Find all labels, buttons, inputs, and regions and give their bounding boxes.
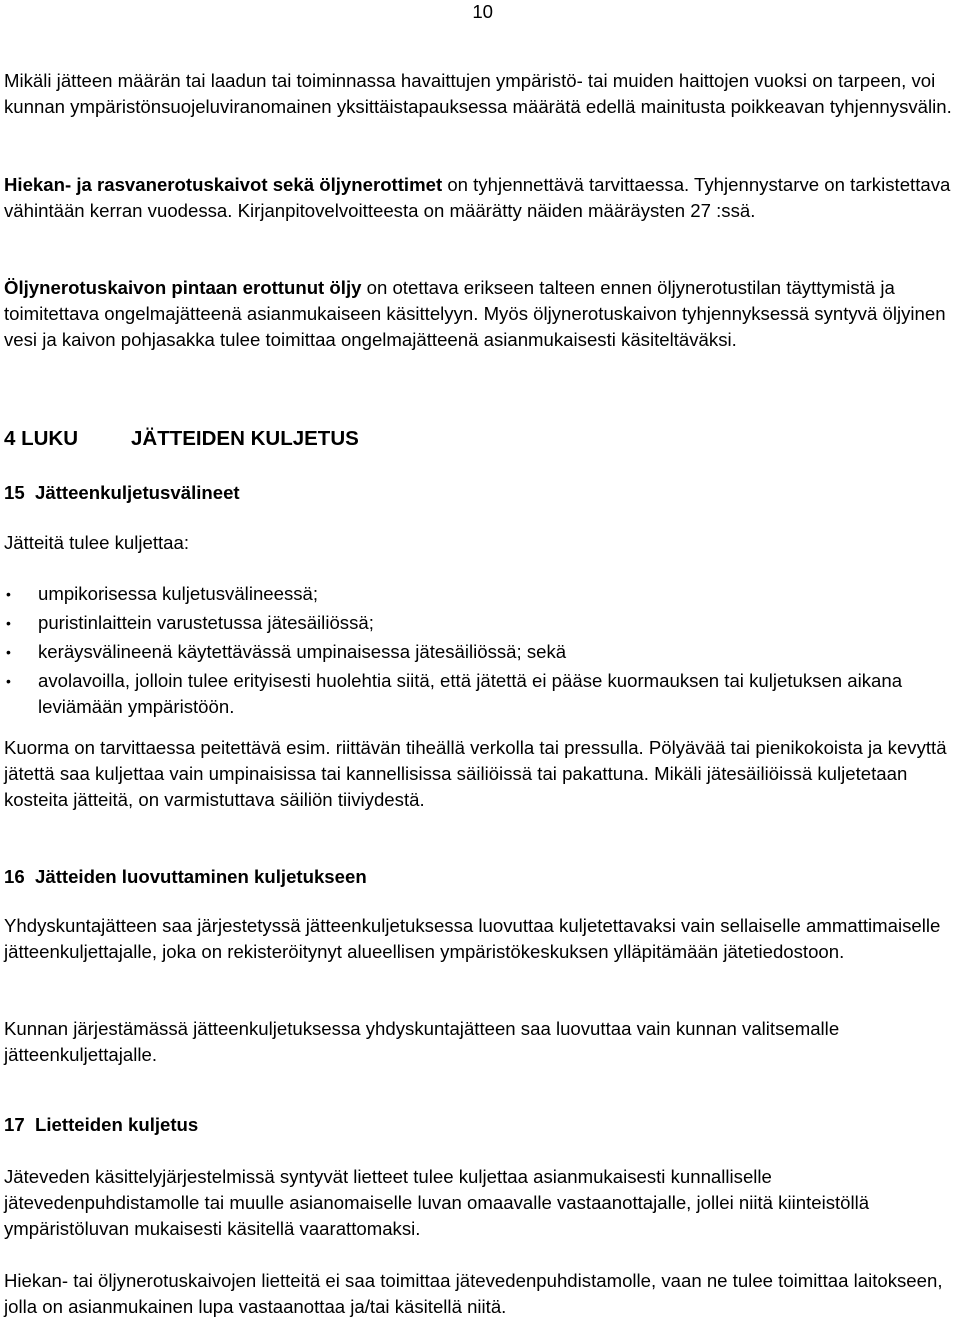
paragraph-separators xyxy=(4,172,954,224)
list-item-text: puristinlaittein varustetussa jätesäiliössä; xyxy=(38,612,374,633)
list-item-text: avolavoilla, jolloin tulee erityisesti huolehtia siitä, että jätettä ei pääse kuormauksen tai kuljetuksen aikana leviämään ympäristöön. xyxy=(38,670,903,717)
list-item xyxy=(4,610,954,636)
bullet-icon: • xyxy=(6,586,11,602)
transport-list xyxy=(4,581,954,723)
paragraph-load-cover-text: Kuorma on tarvittaessa peitettävä esim. riittävän tiheällä verkolla tai pressulla. Pölyävää tai pienikokoista ja kevyttä jätettä saa kuljettaa vain umpinaisissa tai kannellisissa säiliöissä tai pakattuna. Mikäli jätesäiliöissä kuljetetaan kosteita jätteitä, on varmistuttava säiliön tiiviydestä. xyxy=(4,737,947,810)
paragraph-municipal xyxy=(4,1016,954,1068)
paragraph-transport-intro xyxy=(4,530,954,556)
list-item-text: keräysvälineenä käytettävässä umpinaisessa jätesäiliössä; sekä xyxy=(38,641,567,662)
paragraph-oil-bold: Öljynerotuskaivon pintaan erottunut öljy xyxy=(4,277,362,298)
chapter-number: 4 LUKU xyxy=(4,427,79,450)
page-number: 10 xyxy=(472,1,493,22)
section-heading-16: 16 Jätteiden luovuttaminen kuljetukseen xyxy=(4,866,367,887)
list-item xyxy=(4,639,954,665)
paragraph-sludge xyxy=(4,1164,954,1242)
paragraph-municipal-text: Kunnan järjestämässä jätteenkuljetuksessa yhdyskuntajätteen saa luovuttaa vain kunnan valitsemalle jätteenkuljettajalle. xyxy=(4,1018,840,1065)
paragraph-separators-bold: Hiekan- ja rasvanerotuskaivot sekä öljynerottimet xyxy=(4,174,443,195)
paragraph-separators-text: on tyhjennettävä tarvittaessa. Tyhjennystarve on tarkistettava vähintään kerran vuodessa. Kirjanpitovelvoitteesta on määrätty näiden määräysten 27 :ssä. xyxy=(4,174,951,221)
paragraph-separator-sludge xyxy=(4,1268,954,1320)
section-heading-15: 15 Jätteenkuljetusvälineet xyxy=(4,482,240,503)
paragraph-separator-sludge-text: Hiekan- tai öljynerotuskaivojen lietteitä ei saa toimittaa jätevedenpuhdistamolle, vaan ne tulee toimittaa laitokseen, jolla on asianmukainen lupa vastaanottaa ja/tai käsitellä niitä. xyxy=(4,1270,943,1317)
bullet-icon: • xyxy=(6,615,11,631)
bullet-icon: • xyxy=(6,673,11,689)
list-item xyxy=(4,581,954,607)
paragraph-oil xyxy=(4,275,954,353)
paragraph-sludge-text: Jäteveden käsittelyjärjestelmissä syntyvät lietteet tulee kuljettaa asianmukaisesti kunnalliselle jätevedenpuhdistamolle tai muulle asianomaiselle luvan omaavalle vastaanottajalle, jollei niitä kiinteistöllä ympäristöluvan mukaisesti käsitellä vaarattomaksi. xyxy=(4,1166,870,1239)
chapter-heading xyxy=(4,425,359,453)
paragraph-exception-text: Mikäli jätteen määrän tai laadun tai toiminnassa havaittujen ympäristö- tai muiden haittojen vuoksi on tarpeen, voi kunnan ympäristönsuojeluviranomainen yksittäistapauksessa määrätä edellä mainitusta poikkeavan tyhjennysvälin. xyxy=(4,70,952,117)
chapter-title: JÄTTEIDEN KULJETUS xyxy=(131,427,359,450)
paragraph-exception xyxy=(4,68,954,120)
list-item-text: umpikorisessa kuljetusvälineessä; xyxy=(38,583,319,604)
paragraph-load-cover xyxy=(4,735,954,813)
bullet-icon: • xyxy=(6,644,11,660)
section-heading-17: 17 Lietteiden kuljetus xyxy=(4,1114,199,1135)
list-item xyxy=(4,668,954,720)
paragraph-handover-text: Yhdyskuntajätteen saa järjestetyssä jätteenkuljetuksessa luovuttaa kuljetettavaksi vain sellaiselle ammattimaiselle jätteenkuljettajalle, joka on rekisteröitynyt alueellisen ympäristökeskuksen ylläpitämään jätetiedostoon. xyxy=(4,915,941,962)
paragraph-handover xyxy=(4,913,954,965)
paragraph-transport-intro-text: Jätteitä tulee kuljettaa: xyxy=(4,532,190,553)
paragraph-oil-text: on otettava erikseen talteen ennen öljynerotustilan täyttymistä ja toimitettava ongelmajätteenä asianmukaiseen käsittelyyn. Myös öljynerotuskaivon tyhjennyksessä syntyvä öljyinen vesi ja kaivon pohjasakka tulee toimittaa ongelmajätteenä asianmukaisesti käsiteltäväksi. xyxy=(4,277,946,350)
